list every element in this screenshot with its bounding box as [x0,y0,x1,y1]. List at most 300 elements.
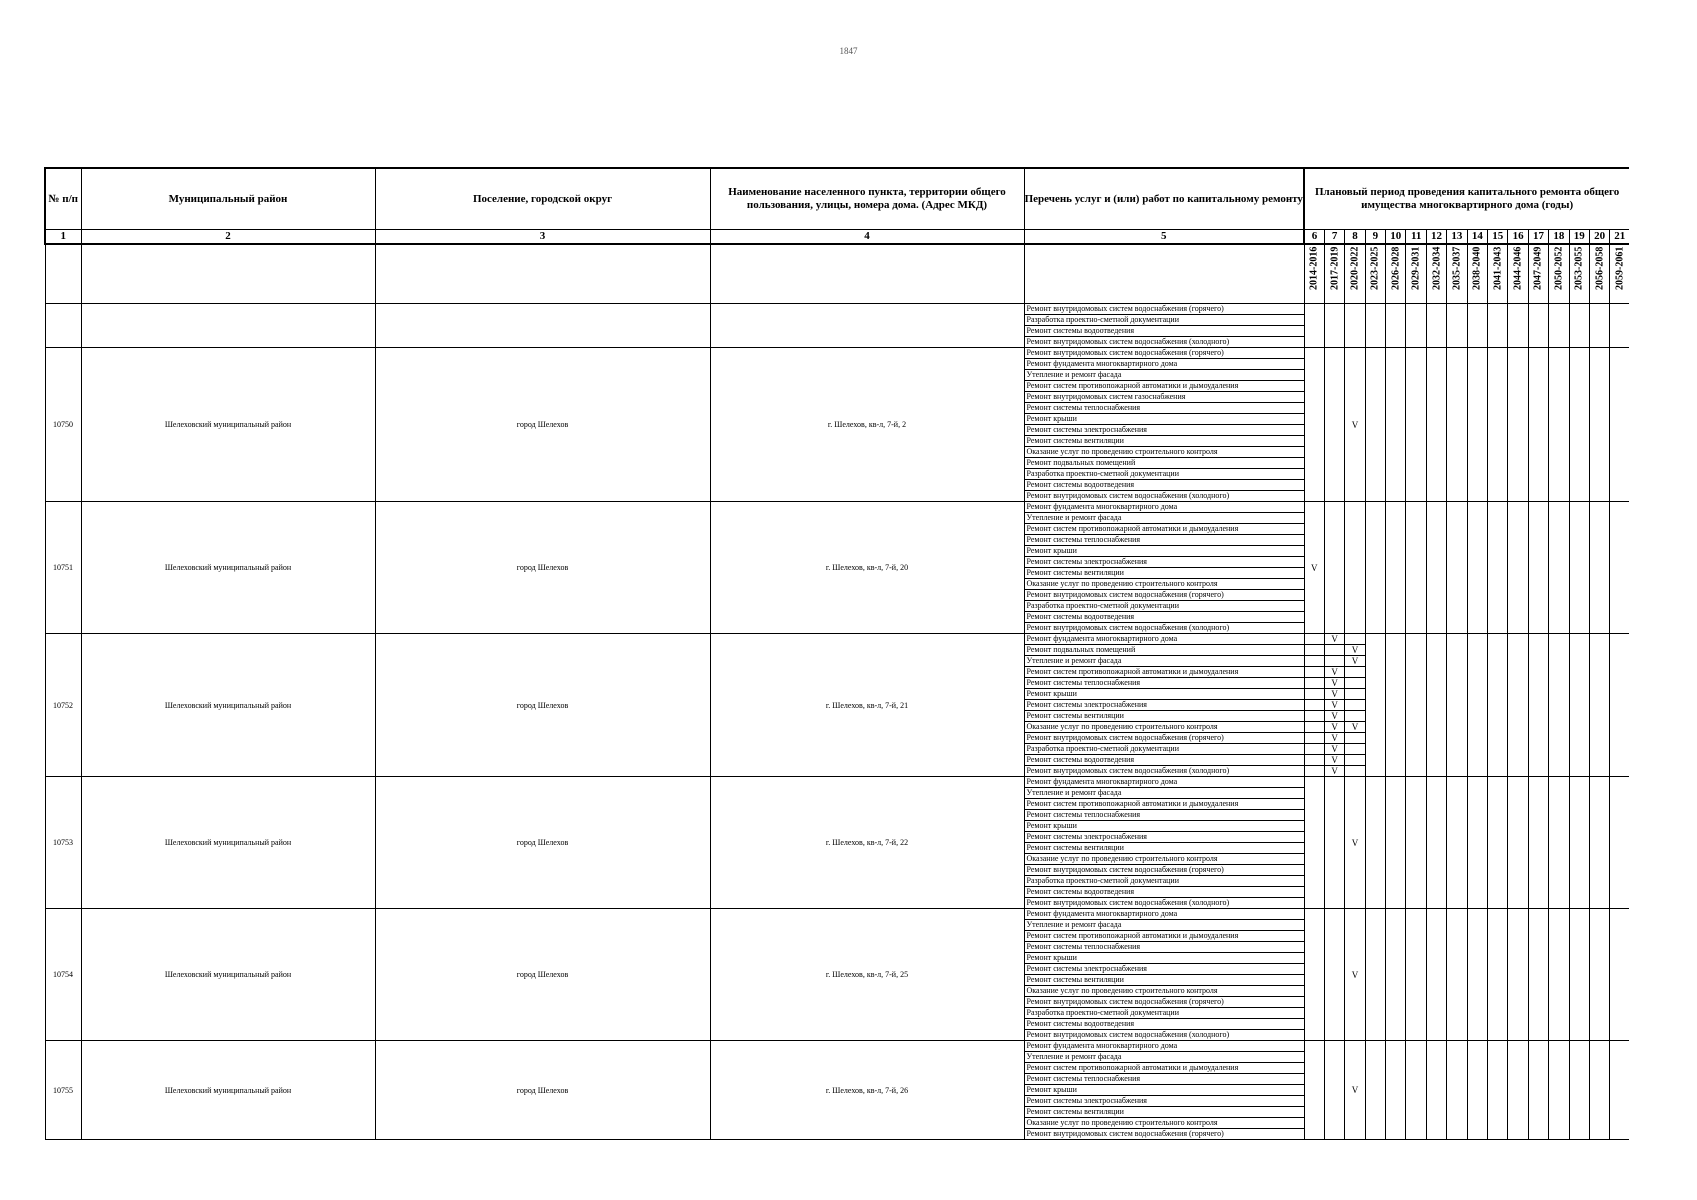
year-label: 2035-2037 [1451,246,1463,290]
service-cell: Ремонт внутридомовых систем водоснабжения (холодного) [1024,898,1304,909]
year-mark-cell: V [1345,777,1365,909]
column-number: 19 [1569,230,1589,245]
year-cell [1528,348,1548,502]
service-cell: Оказание услуг по проведению строительного контроля [1024,722,1304,733]
year-cell [1549,909,1569,1041]
year-header-cell [1447,244,1467,304]
year-cell [1386,634,1406,777]
year-cell [1508,909,1528,1041]
service-cell: Оказание услуг по проведению строительного контроля [1024,1118,1304,1129]
year-header-cell [1426,244,1446,304]
service-cell: Ремонт системы теплоснабжения [1024,942,1304,953]
page-number: 1847 [839,46,858,56]
year-cell [1549,348,1569,502]
settlement-cell: город Шелехов [375,909,710,1041]
year-cell [1426,304,1446,348]
year-mark-cell [1304,766,1324,777]
year-cell [1528,1041,1548,1140]
years-row-blank [710,244,1024,304]
year-cell [1324,348,1344,502]
year-label: 2056-2058 [1594,246,1606,290]
year-cell [1508,1041,1528,1140]
year-cell [1549,777,1569,909]
year-mark-cell: V [1324,744,1344,755]
year-cell [1569,634,1589,777]
address-cell: г. Шелехов, кв-л, 7-й, 20 [710,502,1024,634]
year-mark-cell [1345,733,1365,744]
column-number-row [45,230,1629,245]
year-mark-cell [1345,689,1365,700]
address-cell: г. Шелехов, кв-л, 7-й, 2 [710,348,1024,502]
year-mark-cell [1324,656,1344,667]
service-cell: Утепление и ремонт фасада [1024,656,1304,667]
year-label: 2059-2061 [1614,246,1626,290]
district-cell: Шелеховский муниципальный район [81,777,375,909]
service-cell: Ремонт внутридомовых систем газоснабжения [1024,392,1304,403]
service-cell: Ремонт системы вентиляции [1024,975,1304,986]
continuation-blank [375,304,710,348]
year-cell [1610,634,1629,777]
service-row [45,777,1629,788]
year-cell [1324,777,1344,909]
years-row-blank [375,244,710,304]
service-cell: Ремонт крыши [1024,1085,1304,1096]
column-number: 17 [1528,230,1548,245]
year-cell [1589,634,1609,777]
year-cell [1589,1041,1609,1140]
service-cell: Ремонт системы водоотведения [1024,755,1304,766]
service-cell: Ремонт внутридомовых систем водоснабжения (горячего) [1024,348,1304,359]
year-cell [1610,777,1629,909]
year-cell [1426,348,1446,502]
year-cell [1610,1041,1629,1140]
year-label: 2023-2025 [1369,246,1381,290]
service-cell: Ремонт системы электроснабжения [1024,832,1304,843]
column-number: 2 [81,230,375,245]
year-cell [1447,502,1467,634]
column-number: 10 [1386,230,1406,245]
year-mark-cell [1304,667,1324,678]
column-number: 1 [45,230,81,245]
service-cell: Утепление и ремонт фасада [1024,788,1304,799]
service-row [45,502,1629,513]
service-cell: Ремонт фундамента многоквартирного дома [1024,359,1304,370]
header-services: Перечень услуг и (или) работ по капитальному ремонту [1024,168,1304,230]
service-cell: Ремонт внутридомовых систем водоснабжения (горячего) [1024,865,1304,876]
service-cell: Ремонт систем противопожарной автоматики и дымоудаления [1024,799,1304,810]
header-settlement: Поселение, городской округ [375,168,710,230]
year-cell [1508,777,1528,909]
service-row [45,1041,1629,1052]
column-number: 4 [710,230,1024,245]
year-cell [1488,348,1508,502]
year-cell [1304,304,1324,348]
year-mark-cell [1304,689,1324,700]
service-cell: Ремонт системы водоотведения [1024,480,1304,491]
service-cell: Ремонт внутридомовых систем водоснабжения (холодного) [1024,491,1304,502]
year-cell [1447,634,1467,777]
year-cell [1610,304,1629,348]
year-cell [1447,304,1467,348]
district-cell: Шелеховский муниципальный район [81,348,375,502]
year-cell [1549,1041,1569,1140]
row-id: 10750 [45,348,81,502]
year-cell [1528,909,1548,1041]
year-cell [1386,1041,1406,1140]
year-label: 2020-2022 [1349,246,1361,290]
service-cell: Ремонт подвальных помещений [1024,645,1304,656]
year-cell [1365,1041,1385,1140]
year-mark-cell: V [1324,678,1344,689]
year-label: 2029-2031 [1410,246,1422,290]
year-cell [1447,348,1467,502]
service-cell: Ремонт системы водоотведения [1024,326,1304,337]
service-cell: Ремонт фундамента многоквартирного дома [1024,634,1304,645]
year-cell [1569,502,1589,634]
year-mark-cell [1345,711,1365,722]
service-cell: Ремонт внутридомовых систем водоснабжения (горячего) [1024,997,1304,1008]
year-cell [1488,909,1508,1041]
year-mark-cell [1345,634,1365,645]
header-num: № п/п [45,168,81,230]
year-mark-cell: V [1345,645,1365,656]
year-cell [1304,1041,1324,1140]
year-mark-cell [1304,634,1324,645]
year-label: 2014-2016 [1308,246,1320,290]
service-cell: Ремонт фундамента многоквартирного дома [1024,1041,1304,1052]
year-header-cell [1610,244,1629,304]
header-row [45,168,1629,230]
year-mark-cell [1304,711,1324,722]
address-cell: г. Шелехов, кв-л, 7-й, 25 [710,909,1024,1041]
year-cell [1528,502,1548,634]
year-mark-cell [1345,700,1365,711]
year-cell [1589,909,1609,1041]
continuation-blank [45,304,81,348]
service-cell: Утепление и ремонт фасада [1024,370,1304,381]
year-mark-cell: V [1324,689,1344,700]
year-cell [1406,909,1426,1041]
year-cell [1467,634,1487,777]
service-cell: Ремонт системы водоотведения [1024,612,1304,623]
year-cell [1488,1041,1508,1140]
year-header-cell [1467,244,1487,304]
year-cell [1324,1041,1344,1140]
year-mark-cell: V [1304,502,1324,634]
year-cell [1610,348,1629,502]
service-cell: Ремонт крыши [1024,546,1304,557]
year-cell [1569,304,1589,348]
year-cell [1488,304,1508,348]
year-mark-cell: V [1324,733,1344,744]
year-mark-cell [1345,766,1365,777]
year-label: 2041-2043 [1492,246,1504,290]
service-cell: Ремонт внутридомовых систем водоснабжения (холодного) [1024,337,1304,348]
year-cell [1549,502,1569,634]
year-label: 2047-2049 [1532,246,1544,290]
service-cell: Ремонт системы вентиляции [1024,1107,1304,1118]
year-cell [1426,502,1446,634]
year-cell [1386,777,1406,909]
year-cell [1549,634,1569,777]
service-cell: Ремонт системы электроснабжения [1024,700,1304,711]
year-mark-cell: V [1345,1041,1365,1140]
year-label: 2050-2052 [1553,246,1565,290]
column-number: 20 [1589,230,1609,245]
year-mark-cell [1304,755,1324,766]
year-cell [1365,502,1385,634]
service-cell: Разработка проектно-сметной документации [1024,601,1304,612]
year-cell [1467,502,1487,634]
column-number: 15 [1488,230,1508,245]
service-cell: Ремонт внутридомовых систем водоснабжения (горячего) [1024,1129,1304,1140]
year-cell [1406,1041,1426,1140]
year-cell [1467,348,1487,502]
service-cell: Ремонт системы теплоснабжения [1024,678,1304,689]
year-mark-cell [1345,744,1365,755]
column-number: 12 [1426,230,1446,245]
service-cell: Ремонт системы водоотведения [1024,887,1304,898]
year-cell [1447,1041,1467,1140]
year-mark-cell [1345,678,1365,689]
year-cell [1324,909,1344,1041]
column-number: 3 [375,230,710,245]
year-cell [1528,304,1548,348]
continuation-blank [710,304,1024,348]
year-cell [1467,1041,1487,1140]
year-cell [1528,634,1548,777]
year-cell [1589,502,1609,634]
service-row [45,348,1629,359]
address-cell: г. Шелехов, кв-л, 7-й, 21 [710,634,1024,777]
service-cell: Ремонт крыши [1024,953,1304,964]
year-header-cell [1549,244,1569,304]
capital-repair-schedule-table [44,167,1629,1140]
year-cell [1467,777,1487,909]
year-header-cell [1386,244,1406,304]
service-cell: Ремонт системы теплоснабжения [1024,810,1304,821]
column-number: 13 [1447,230,1467,245]
service-cell: Утепление и ремонт фасада [1024,920,1304,931]
year-cell [1304,909,1324,1041]
service-cell: Ремонт системы вентиляции [1024,436,1304,447]
year-label: 2038-2040 [1471,246,1483,290]
service-cell: Ремонт внутридомовых систем водоснабжения (горячего) [1024,590,1304,601]
service-cell: Оказание услуг по проведению строительного контроля [1024,579,1304,590]
service-cell: Ремонт систем противопожарной автоматики и дымоудаления [1024,1063,1304,1074]
service-cell: Ремонт систем противопожарной автоматики и дымоудаления [1024,381,1304,392]
service-cell: Разработка проектно-сметной документации [1024,315,1304,326]
header-district: Муниципальный район [81,168,375,230]
service-cell: Ремонт систем противопожарной автоматики и дымоудаления [1024,524,1304,535]
year-header-cell [1406,244,1426,304]
year-cell [1426,1041,1446,1140]
district-cell: Шелеховский муниципальный район [81,1041,375,1140]
year-cell [1610,502,1629,634]
year-header-cell [1488,244,1508,304]
years-row-blank [45,244,81,304]
column-number: 6 [1304,230,1324,245]
year-label: 2053-2055 [1573,246,1585,290]
row-id: 10752 [45,634,81,777]
year-cell [1589,348,1609,502]
service-cell: Ремонт системы теплоснабжения [1024,403,1304,414]
year-header-cell [1324,244,1344,304]
service-cell: Ремонт системы электроснабжения [1024,1096,1304,1107]
service-cell: Ремонт системы вентиляции [1024,843,1304,854]
year-cell [1426,634,1446,777]
year-cell [1406,348,1426,502]
service-cell: Оказание услуг по проведению строительного контроля [1024,447,1304,458]
year-mark-cell [1304,744,1324,755]
year-mark-cell [1304,722,1324,733]
year-cell [1589,777,1609,909]
year-label: 2026-2028 [1390,246,1402,290]
year-mark-cell: V [1324,634,1344,645]
service-cell: Ремонт системы электроснабжения [1024,425,1304,436]
year-header-cell [1345,244,1365,304]
year-header-cell [1589,244,1609,304]
year-cell [1467,909,1487,1041]
year-header-cell [1528,244,1548,304]
year-cell [1589,304,1609,348]
year-header-cell [1304,244,1324,304]
continuation-blank [81,304,375,348]
year-mark-cell: V [1345,722,1365,733]
year-cell [1386,348,1406,502]
year-cell [1610,909,1629,1041]
year-cell [1569,777,1589,909]
year-mark-cell: V [1324,722,1344,733]
year-cell [1406,304,1426,348]
district-cell: Шелеховский муниципальный район [81,909,375,1041]
years-row-blank [81,244,375,304]
year-cell [1549,304,1569,348]
year-cell [1386,909,1406,1041]
year-cell [1508,502,1528,634]
service-cell: Ремонт крыши [1024,689,1304,700]
header-period: Плановый период проведения капитального ремонта общего имущества многоквартирного дома (годы) [1304,168,1629,230]
year-label: 2032-2034 [1431,246,1443,290]
year-mark-cell [1304,645,1324,656]
column-number: 9 [1365,230,1385,245]
service-cell: Ремонт внутридомовых систем водоснабжения (холодного) [1024,623,1304,634]
year-cell [1365,304,1385,348]
year-cell [1406,634,1426,777]
year-cell [1426,909,1446,1041]
years-row-blank [1024,244,1304,304]
year-cell [1304,348,1324,502]
service-cell: Разработка проектно-сметной документации [1024,1008,1304,1019]
year-cell [1304,777,1324,909]
row-id: 10751 [45,502,81,634]
year-mark-cell: V [1345,909,1365,1041]
year-cell [1467,304,1487,348]
year-mark-cell [1304,733,1324,744]
year-header-cell [1365,244,1385,304]
year-cell [1426,777,1446,909]
year-cell [1324,502,1344,634]
service-cell: Ремонт систем противопожарной автоматики и дымоудаления [1024,667,1304,678]
column-number: 14 [1467,230,1487,245]
district-cell: Шелеховский муниципальный район [81,502,375,634]
settlement-cell: город Шелехов [375,634,710,777]
year-cell [1365,777,1385,909]
service-cell: Оказание услуг по проведению строительного контроля [1024,854,1304,865]
settlement-cell: город Шелехов [375,502,710,634]
service-cell: Ремонт внутридомовых систем водоснабжения (холодного) [1024,766,1304,777]
year-header-cell [1569,244,1589,304]
service-cell: Ремонт системы теплоснабжения [1024,1074,1304,1085]
service-row [45,909,1629,920]
year-cell [1324,304,1344,348]
settlement-cell: город Шелехов [375,348,710,502]
year-mark-cell [1304,678,1324,689]
year-cell [1447,909,1467,1041]
year-cell [1488,777,1508,909]
year-cell [1365,348,1385,502]
service-cell: Ремонт систем противопожарной автоматики и дымоудаления [1024,931,1304,942]
year-cell [1488,634,1508,777]
service-cell: Ремонт фундамента многоквартирного дома [1024,502,1304,513]
year-mark-cell [1304,656,1324,667]
service-cell: Утепление и ремонт фасада [1024,513,1304,524]
year-cell [1447,777,1467,909]
service-cell: Ремонт системы теплоснабжения [1024,535,1304,546]
service-cell: Ремонт фундамента многоквартирного дома [1024,909,1304,920]
year-cell [1406,502,1426,634]
year-mark-cell [1324,645,1344,656]
year-mark-cell [1304,700,1324,711]
year-cell [1386,304,1406,348]
year-cell [1345,502,1365,634]
service-cell: Ремонт системы вентиляции [1024,711,1304,722]
year-mark-cell: V [1345,656,1365,667]
column-number: 8 [1345,230,1365,245]
column-number: 5 [1024,230,1304,245]
column-number: 7 [1324,230,1344,245]
year-label: 2017-2019 [1329,246,1341,290]
continuation-row [45,304,1629,315]
year-mark-cell: V [1324,711,1344,722]
year-cell [1406,777,1426,909]
service-cell: Ремонт внутридомовых систем водоснабжения (холодного) [1024,1030,1304,1041]
settlement-cell: город Шелехов [375,777,710,909]
row-id: 10754 [45,909,81,1041]
year-header-cell [1508,244,1528,304]
service-cell: Ремонт фундамента многоквартирного дома [1024,777,1304,788]
year-mark-cell: V [1324,755,1344,766]
year-cell [1569,1041,1589,1140]
service-cell: Разработка проектно-сметной документации [1024,469,1304,480]
row-id: 10753 [45,777,81,909]
year-cell [1365,634,1385,777]
address-cell: г. Шелехов, кв-л, 7-й, 26 [710,1041,1024,1140]
service-cell: Разработка проектно-сметной документации [1024,876,1304,887]
column-number: 21 [1610,230,1629,245]
header-address: Наименование населенного пункта, территории общего пользования, улицы, номера дома. (Адрес МКД) [710,168,1024,230]
column-number: 16 [1508,230,1528,245]
year-cell [1508,304,1528,348]
service-cell: Утепление и ремонт фасада [1024,1052,1304,1063]
column-number: 11 [1406,230,1426,245]
year-cell [1528,777,1548,909]
settlement-cell: город Шелехов [375,1041,710,1140]
service-cell: Ремонт внутридомовых систем водоснабжения (горячего) [1024,304,1304,315]
service-row [45,634,1629,645]
service-cell: Ремонт системы электроснабжения [1024,964,1304,975]
address-cell: г. Шелехов, кв-л, 7-й, 22 [710,777,1024,909]
